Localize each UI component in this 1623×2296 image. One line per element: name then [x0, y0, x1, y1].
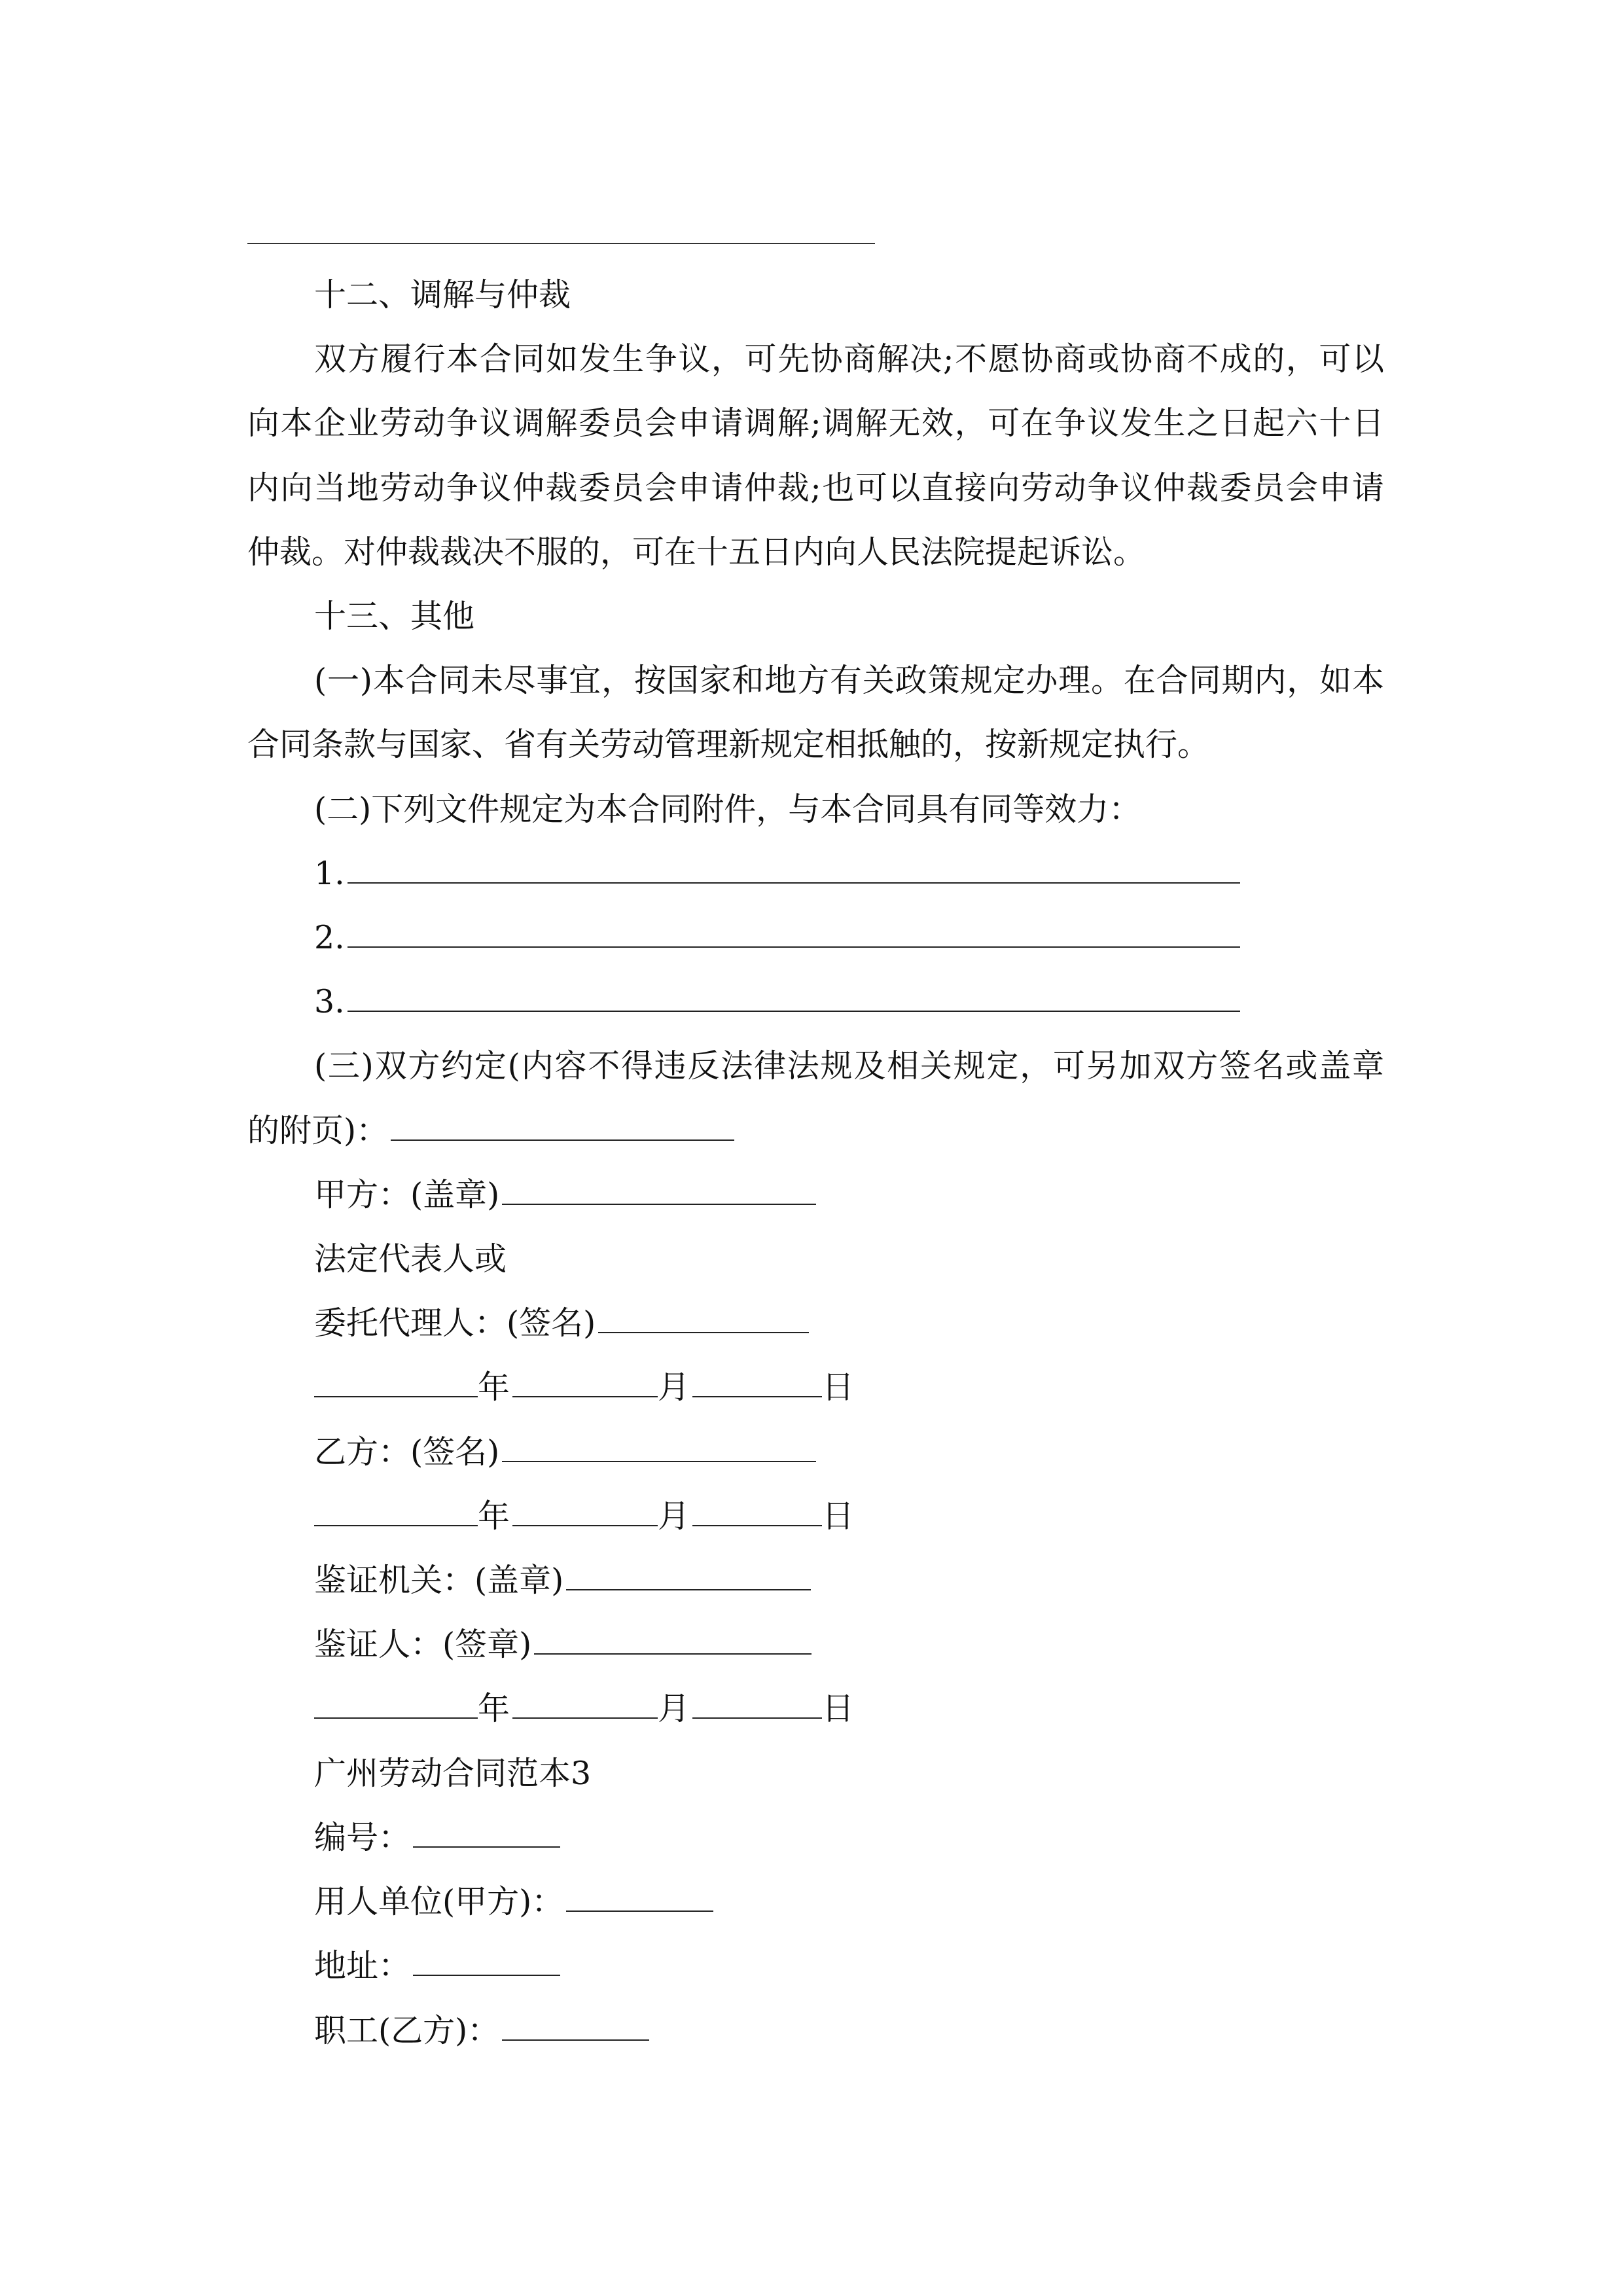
- party-b-line: [314, 1420, 1384, 1484]
- day-label: 日: [822, 1498, 855, 1535]
- day-blank: [692, 1677, 822, 1719]
- attachment-item-1: [314, 842, 1384, 906]
- attachment-blank: [348, 970, 1240, 1012]
- date-line: [314, 1677, 1384, 1741]
- party-a-blank: [502, 1163, 816, 1205]
- verifier-line: [314, 1613, 1384, 1677]
- paragraph-line: (一)本合同未尽事宜，按国家和地方有关政策规定办理。在合同期内，如本: [314, 662, 1384, 699]
- party-a-line: [314, 1163, 1384, 1227]
- legal-rep-label: 法定代表人或: [314, 1240, 507, 1278]
- month-label: 月: [658, 1690, 690, 1727]
- contract-template-title: 广州劳动合同范本3: [314, 1755, 592, 1792]
- agreement-line: [247, 1099, 1384, 1163]
- paragraph-line: 双方履行本合同如发生争议，可先协商解决;不愿协商或协商不成的，可以: [314, 340, 1384, 378]
- section-13-heading: 十三、其他: [314, 598, 475, 635]
- date-line: [314, 1484, 1384, 1549]
- number-blank: [413, 1806, 560, 1848]
- year-blank: [314, 1677, 478, 1719]
- paragraph-line: (二)下列文件规定为本合同附件，与本合同具有同等效力：: [314, 791, 1141, 828]
- day-blank: [692, 1355, 822, 1397]
- item-number: 2.: [314, 919, 345, 956]
- month-blank: [512, 1484, 658, 1526]
- day-label: 日: [822, 1369, 855, 1406]
- paragraph-line: 合同条款与国家、省有关劳动管理新规定相抵触的，按新规定执行。: [247, 726, 1210, 763]
- employee-line: [314, 1999, 1384, 2063]
- year-label: 年: [478, 1369, 510, 1406]
- paragraph-line: 内向当地劳动争议仲裁委员会申请仲裁;也可以直接向劳动争议仲裁委员会申请: [247, 469, 1384, 507]
- authority-blank: [566, 1549, 811, 1590]
- day-label: 日: [822, 1690, 855, 1727]
- agent-label: 委托代理人：(签名): [314, 1304, 596, 1342]
- item-number: 3.: [314, 983, 345, 1020]
- agreement-blank: [391, 1099, 734, 1141]
- item-number: 1.: [314, 855, 345, 892]
- paragraph-line: 向本企业劳动争议调解委员会申请调解;调解无效，可在争议发生之日起六十日: [247, 404, 1384, 442]
- agreement-label: 的附页)：: [247, 1112, 389, 1149]
- employer-label: 用人单位(甲方)：: [314, 1883, 564, 1920]
- employee-blank: [502, 1999, 649, 2041]
- authority-line: [314, 1549, 1384, 1613]
- verifier-blank: [534, 1613, 812, 1655]
- employer-blank: [566, 1870, 713, 1912]
- employee-label: 职工(乙方)：: [314, 2012, 500, 2049]
- date-line: [314, 1355, 1384, 1420]
- month-blank: [512, 1677, 658, 1719]
- attachment-blank: [348, 842, 1240, 884]
- number-line: [314, 1806, 1384, 1870]
- year-blank: [314, 1355, 478, 1397]
- year-blank: [314, 1484, 478, 1526]
- party-b-blank: [502, 1420, 816, 1462]
- section-12-heading: 十二、调解与仲裁: [314, 276, 571, 314]
- paragraph-line: (三)双方约定(内容不得违反法律法规及相关规定，可另加双方签名或盖章: [314, 1047, 1384, 1085]
- month-blank: [512, 1355, 658, 1397]
- top-divider: [247, 243, 875, 244]
- number-label: 编号：: [314, 1819, 411, 1856]
- address-line: [314, 1934, 1384, 1998]
- agent-blank: [598, 1291, 809, 1333]
- month-label: 月: [658, 1369, 690, 1406]
- attachment-blank: [348, 906, 1240, 948]
- verifier-label: 鉴证人：(签章): [314, 1626, 532, 1663]
- year-label: 年: [478, 1690, 510, 1727]
- year-label: 年: [478, 1498, 510, 1535]
- paragraph-line: 仲裁。对仲裁裁决不服的，可在十五日内向人民法院提起诉讼。: [247, 533, 1146, 571]
- party-a-label: 甲方：(盖章): [314, 1176, 500, 1213]
- address-blank: [413, 1934, 560, 1976]
- address-label: 地址：: [314, 1947, 411, 1984]
- attachment-item-3: [314, 970, 1384, 1034]
- employer-line: [314, 1870, 1384, 1934]
- agent-line: [314, 1291, 1384, 1355]
- party-b-label: 乙方：(签名): [314, 1433, 500, 1471]
- day-blank: [692, 1484, 822, 1526]
- month-label: 月: [658, 1498, 690, 1535]
- authority-label: 鉴证机关：(盖章): [314, 1562, 564, 1599]
- attachment-item-2: [314, 906, 1384, 970]
